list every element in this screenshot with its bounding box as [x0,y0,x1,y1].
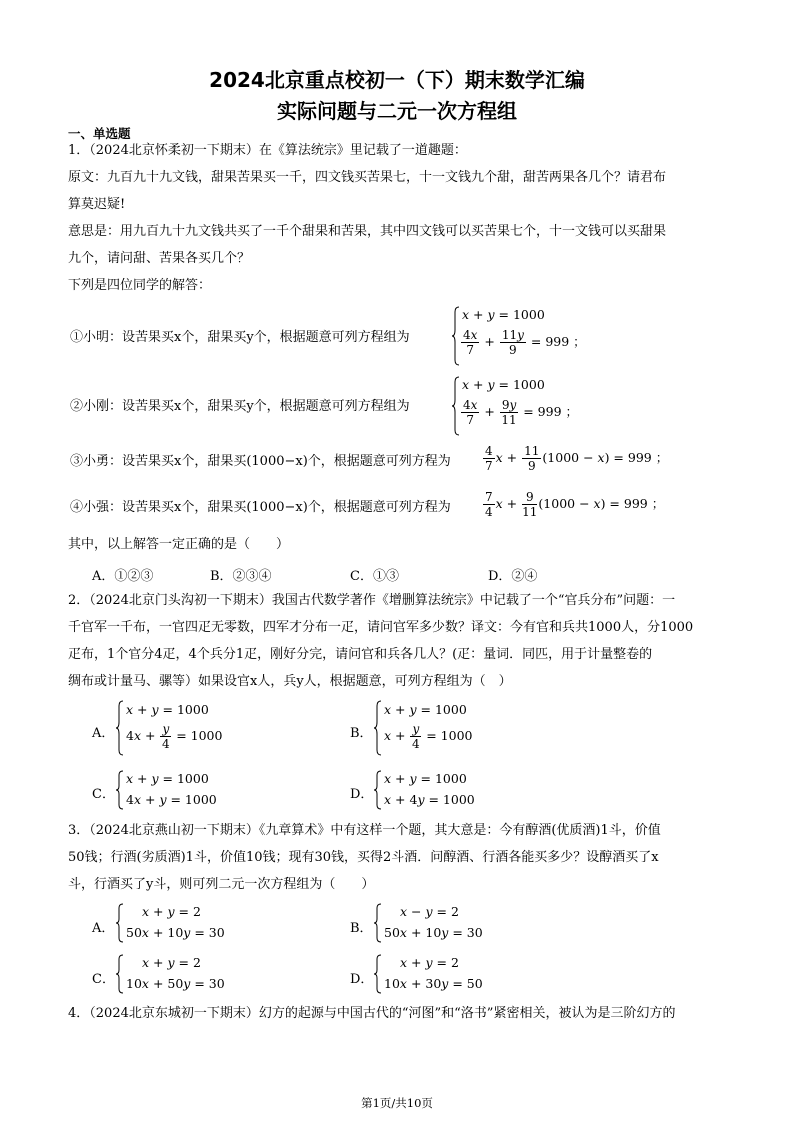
q3-stem-3: 斗，行酒买了y斗，则可列二元一次方程组为（ ） [68,877,375,892]
brace-icon [374,954,382,994]
q3-stem-2: 50钱；行酒(劣质酒)1斗，价值10钱；现有30钱，买得2斗酒．问醇酒、行酒各能买多少？设醇酒买了x [68,850,659,865]
q1-original-text: 原文：九百九十九文钱，甜果苦果买一千，四文钱买苦果七，十一文钱九个甜，甜苦两果各几个？请君布 [68,170,667,185]
brace-icon [116,903,124,943]
q1-system-2: x + y = 1000 $\frac{4x}{7}$ + $\frac{9y}{11}$ = 999 ； [452,376,572,436]
q1-solution-3: ③小勇：设苦果买x个，甜果买(1000−x)个，根据题意可列方程为 [70,454,451,469]
q1-option-d[interactable]: D．②④ [488,569,538,584]
q3-option-a-label[interactable]: A． [92,921,115,936]
brace-icon [116,954,124,994]
q3-stem: 3．（2024北京燕山初一下期末）《九章算术》中有这样一个题，其大意是：今有醇酒(优质酒)1斗，价值 [68,823,661,838]
brace-icon [374,770,382,810]
q3-option-b-system: x − y = 2 50x + 10y = 30 [374,903,484,943]
q1-option-c[interactable]: C．①③ [350,569,399,584]
q2-option-b-system: x + y = 1000 x + $\frac{y}{4}$ = 1000 [374,700,484,756]
brace-icon [116,770,124,810]
brace-icon [374,700,382,756]
q1-solution-2: ②小刚：设苦果买x个，甜果买y个，根据题意可列方程组为 [70,399,410,414]
q2-option-a-label[interactable]: A． [92,726,115,741]
q2-stem-2: 千官军一千布，一官四疋无零数，四军才分布一疋，请问官军多少数？译文：今有官和兵共1000人，分1000 [68,620,694,635]
q3-option-c-label[interactable]: C． [92,972,115,987]
brace-icon [374,903,382,943]
document-title: 2024北京重点校初一（下）期末数学汇编 [209,68,585,92]
q1-option-b[interactable]: B．②③④ [210,569,272,584]
q2-stem-3: 疋布，1个官分4疋，4个兵分1疋，刚好分完，请问官和兵各几人？(疋：量词．同匹，用于计量整卷的 [68,647,653,662]
q3-option-d-label[interactable]: D． [350,972,374,987]
q2-stem-4: 绸布或计量马、骡等）如果设官x人，兵y人，根据题意，可列方程组为（ ） [68,674,512,689]
document-subtitle: 实际问题与二元一次方程组 [277,99,517,123]
q1-equation-3: $\frac{4}{7}$ x + $\frac{11}{9}$ (1000 − x) = 999 ； [485,444,669,473]
q4-stem: 4．（2024北京东城初一下期末）幻方的起源与中国古代的“河图”和“洛书”紧密相关，被认为是三阶幻方的 [68,1006,676,1021]
q1-solution-4: ④小强：设苦果买x个，甜果买(1000−x)个，根据题意可列方程为 [70,500,451,515]
q1-ask: 其中，以上解答一定正确的是（ ） [68,537,290,552]
q1-original-text-cont: 算莫迟疑! [68,197,126,212]
brace-icon [116,700,124,756]
q2-option-d-system: x + y = 1000 x + 4y = 1000 [374,770,484,810]
page-footer: 第1页/共10页 [361,1096,433,1110]
q2-option-d-label[interactable]: D． [350,787,374,802]
q2-option-c-system: x + y = 1000 4x + y = 1000 [116,770,226,810]
q1-meaning: 意思是：用九百九十九文钱共买了一千个甜果和苦果，其中四文钱可以买苦果七个，十一文钱可以买甜果 [68,224,667,239]
q1-option-a[interactable]: A．①②③ [92,569,154,584]
q2-stem: 2．（2024北京门头沟初一下期末）我国古代数学著作《增删算法统宗》中记载了一个“官兵分布”问题：一 [68,593,676,608]
q2-option-c-label[interactable]: C． [92,787,115,802]
q1-equation-4: $\frac{7}{4}$ x + $\frac{9}{11}$ (1000 − x) = 999 ； [485,490,665,519]
q2-option-b-label[interactable]: B． [350,726,373,741]
q1-solution-1: ①小明：设苦果买x个，甜果买y个，根据题意可列方程组为 [70,330,410,345]
q3-option-b-label[interactable]: B． [350,921,373,936]
q1-meaning-cont: 九个，请问甜、苦果各买几个？ [68,251,251,266]
q2-option-a-system: x + y = 1000 4x + $\frac{y}{4}$ = 1000 [116,700,226,756]
q3-option-a-system: x + y = 2 50x + 10y = 30 [116,903,226,943]
q1-intro: 下列是四位同学的解答： [68,278,212,293]
q3-option-c-system: x + y = 2 10x + 50y = 30 [116,954,226,994]
section-heading: 一、单选题 [68,126,131,141]
q1-stem: 1．（2024北京怀柔初一下期末）在《算法统宗》里记载了一道趣题： [68,143,467,158]
brace-icon [452,306,460,366]
q3-option-d-system: x + y = 2 10x + 30y = 50 [374,954,484,994]
q1-system-1: x + y = 1000 $\frac{4x}{7}$ + $\frac{11y}{9}$ = 999 ； [452,306,572,366]
brace-icon [452,376,460,436]
